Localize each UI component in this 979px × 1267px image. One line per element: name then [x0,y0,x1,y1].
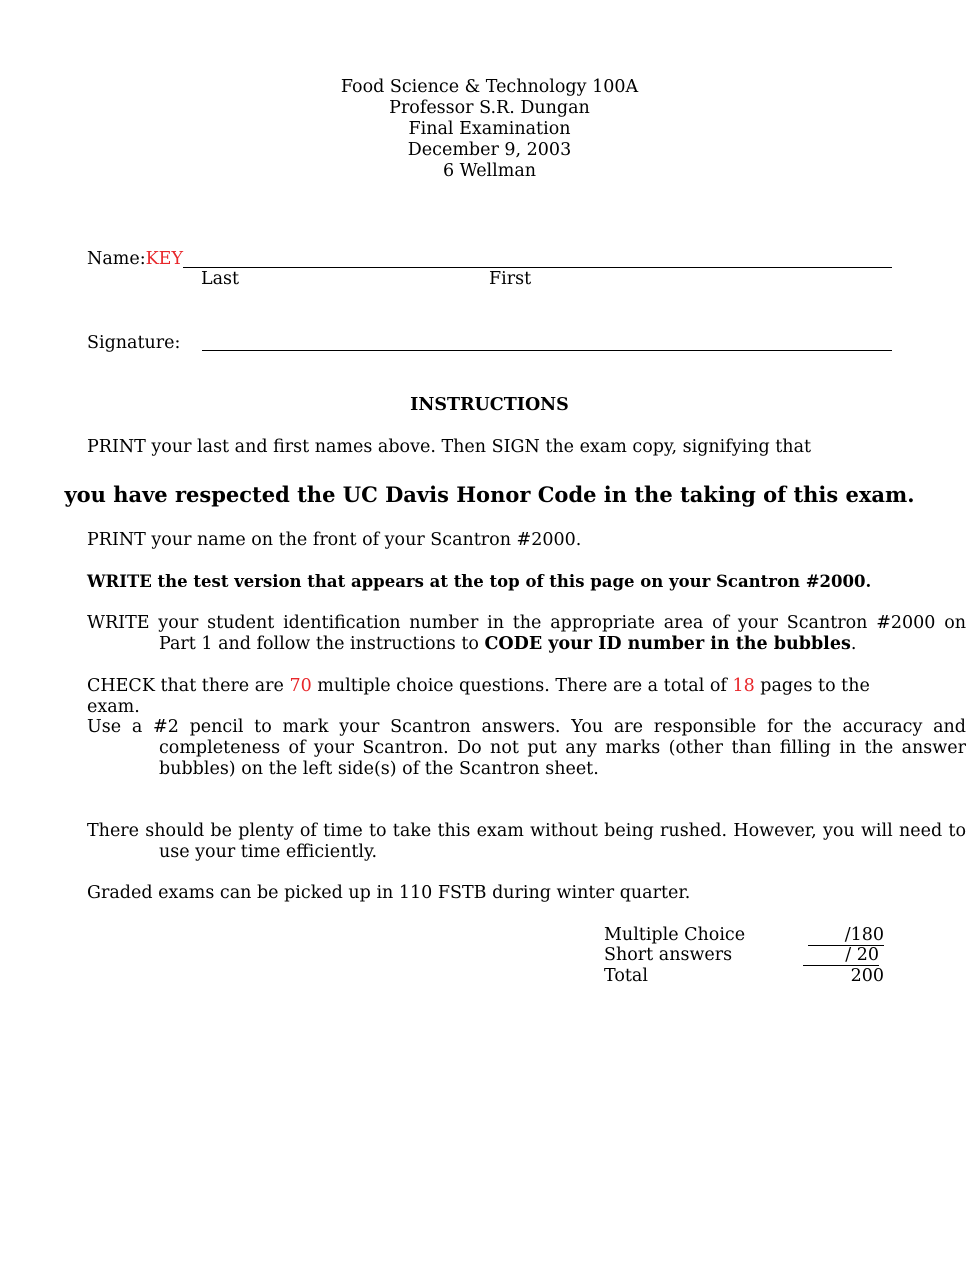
check-text-a: CHECK that there are [87,676,290,696]
name-value: KEY [145,249,183,269]
name-underline [183,267,892,268]
signature-label: Signature: [87,333,181,353]
name-label: Name: [87,249,146,269]
score-value: /180 [808,926,884,946]
instructions-title: INSTRUCTIONS [410,395,569,415]
question-count: 70 [289,676,312,696]
score-value: / 20 [803,946,879,966]
check-text-b: multiple choice questions. There are a total of [311,676,733,696]
student-id-period: . [850,634,857,654]
name-sub-last: Last [201,269,240,289]
name-field [87,249,183,270]
honor-code-statement: you have respected the UC Davis Honor Code in the taking of this exam. [64,482,915,507]
exam-title: Final Examination [408,119,571,139]
instruction-pencil: Use a #2 pencil to mark your Scantron answers. You are responsible for the accuracy and completeness of your Scantron. Do not put any marks (other than filling in the answer bubbles) on the left side(s) of the Scantron sheet. [87,717,966,779]
exam-date: December 9, 2003 [407,140,572,160]
instruction-pickup: Graded exams can be picked up in 110 FSTB during winter quarter. [87,883,691,903]
score-value: 200 [850,966,884,986]
professor-name: Professor S.R. Dungan [389,98,590,118]
score-label: Multiple Choice [604,925,746,945]
exam-location: 6 Wellman [442,161,537,181]
instruction-check-count [87,676,894,718]
code-id-emphasis: CODE your ID number in the bubbles [484,634,851,654]
score-label: Total [604,966,648,986]
exam-header [0,77,979,182]
instruction-time: There should be plenty of time to take this exam without being rushed. However, you will need to use your time efficiently. [87,821,966,862]
score-label: Short answers [604,945,733,965]
course-title: Food Science & Technology 100A [340,77,639,97]
instruction-student-id [87,613,966,655]
check-text-c: pages to the exam. [87,676,870,717]
student-id-text: WRITE your student identification number in the appropriate area of your Scantron #2000 on Part 1 and follow the instructions to [87,613,966,654]
instruction-print-scantron: PRINT your name on the front of your Scantron #2000. [87,530,582,550]
instruction-print-sign: PRINT your last and first names above. Then SIGN the exam copy, signifying that [87,437,812,457]
page-count: 18 [732,676,755,696]
signature-underline [202,350,892,351]
instruction-write-version: WRITE the test version that appears at the top of this page on your Scantron #2000. [87,572,872,591]
name-sub-first: First [489,269,532,289]
